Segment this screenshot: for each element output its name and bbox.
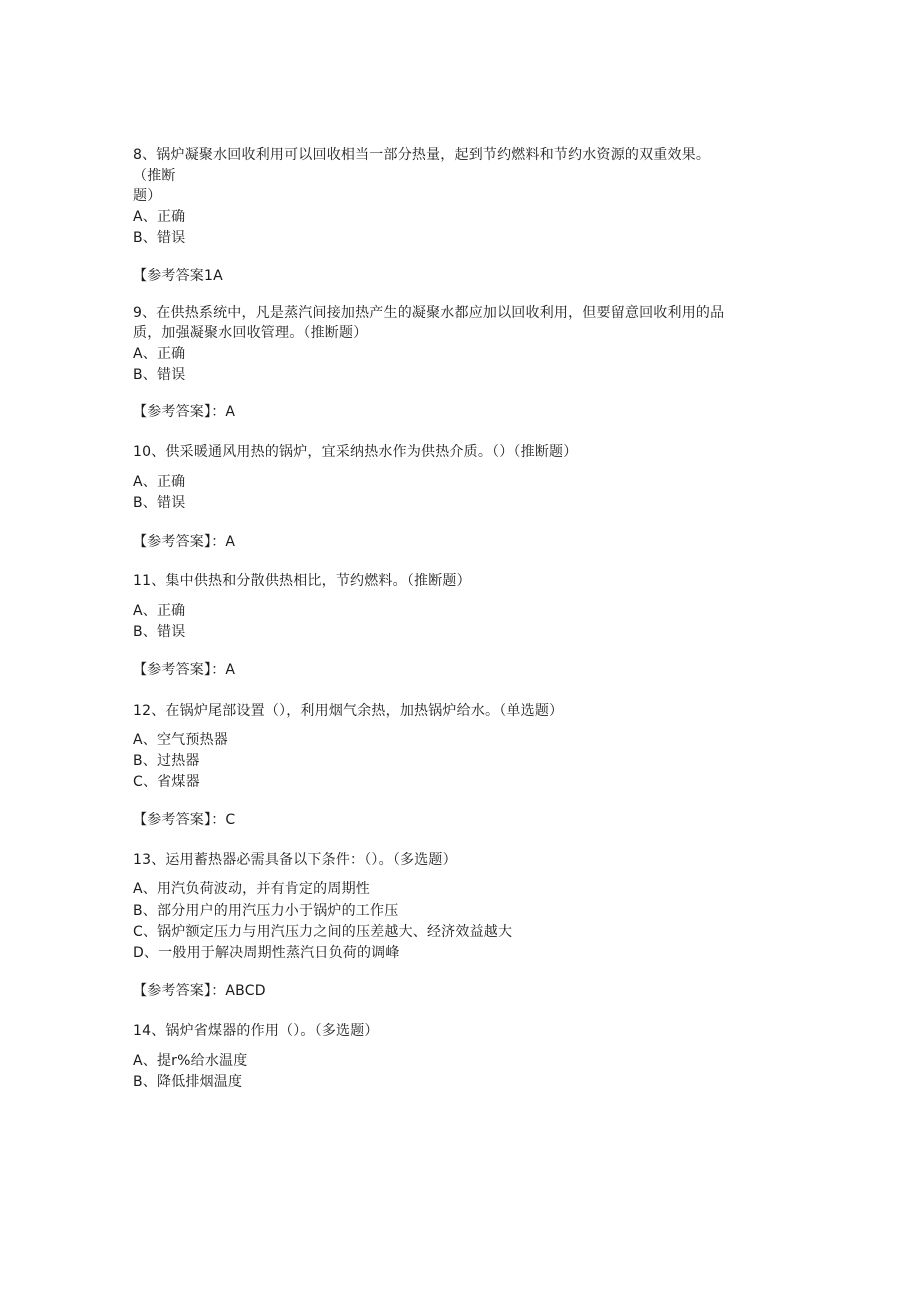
question-9-answer: 【参考答案】：A bbox=[133, 404, 236, 420]
question-13-answer: 【参考答案】：ABCD bbox=[133, 983, 266, 999]
question-11-option-a: A、正确 bbox=[133, 603, 186, 619]
question-9-text-line-1: 9、在供热系统中，凡是蒸汽间接加热产生的凝聚水都应加以回收利用，但要留意回收利用的品 bbox=[133, 305, 725, 321]
question-14-option-a: A、提r%给水温度 bbox=[133, 1053, 248, 1069]
question-12-answer: 【参考答案】：C bbox=[133, 812, 236, 828]
question-8-option-b: B、错误 bbox=[133, 230, 186, 246]
question-10-text-line-1: 10、供采暖通风用热的锅炉，宜采纳热水作为供热介质。（）（推断题） bbox=[133, 444, 578, 460]
question-13-option-c: C、锅炉额定压力与用汽压力之间的压差越大、经济效益越大 bbox=[133, 924, 513, 940]
question-8-text-line-3: 题） bbox=[133, 188, 162, 204]
question-10-option-b: B、错误 bbox=[133, 495, 186, 511]
question-9-option-b: B、错误 bbox=[133, 367, 186, 383]
question-12-option-b: B、过热器 bbox=[133, 753, 200, 769]
question-13-text-line-1: 13、运用蓄热器必需具备以下条件：（）。（多选题） bbox=[133, 852, 457, 868]
question-13-option-a: A、用汽负荷波动，并有肯定的周期性 bbox=[133, 881, 370, 897]
question-8-text-line-2: （推断 bbox=[133, 168, 176, 184]
question-11-text-line-1: 11、集中供热和分散供热相比，节约燃料。（推断题） bbox=[133, 573, 471, 589]
question-10-option-a: A、正确 bbox=[133, 474, 186, 490]
question-9-text-line-2: 质，加强凝聚水回收管理。（推断题） bbox=[133, 325, 368, 341]
question-8-answer: 【参考答案1A bbox=[133, 268, 223, 284]
question-14-text-line-1: 14、锅炉省煤器的作用（）。（多选题） bbox=[133, 1023, 379, 1039]
question-8-option-a: A、正确 bbox=[133, 209, 186, 225]
question-13-option-b: B、部分用户的用汽压力小于锅炉的工作压 bbox=[133, 903, 399, 919]
question-12-text-line-1: 12、在锅炉尾部设置（），利用烟气余热，加热锅炉给水。（单选题） bbox=[133, 703, 564, 719]
question-11-answer: 【参考答案】：A bbox=[133, 662, 236, 678]
question-10-answer: 【参考答案】：A bbox=[133, 534, 236, 550]
question-8-text-line-1: 8、锅炉凝聚水回收利用可以回收相当一部分热量，起到节约燃料和节约水资源的双重效果。 bbox=[133, 147, 711, 163]
question-9-option-a: A、正确 bbox=[133, 346, 186, 362]
question-12-option-c: C、省煤器 bbox=[133, 774, 200, 790]
question-11-option-b: B、错误 bbox=[133, 624, 186, 640]
question-12-option-a: A、空气预热器 bbox=[133, 732, 228, 748]
question-14-option-b: B、降低排烟温度 bbox=[133, 1074, 243, 1090]
question-13-option-d: D、一般用于解决周期性蒸汽日负荷的调峰 bbox=[133, 945, 400, 961]
